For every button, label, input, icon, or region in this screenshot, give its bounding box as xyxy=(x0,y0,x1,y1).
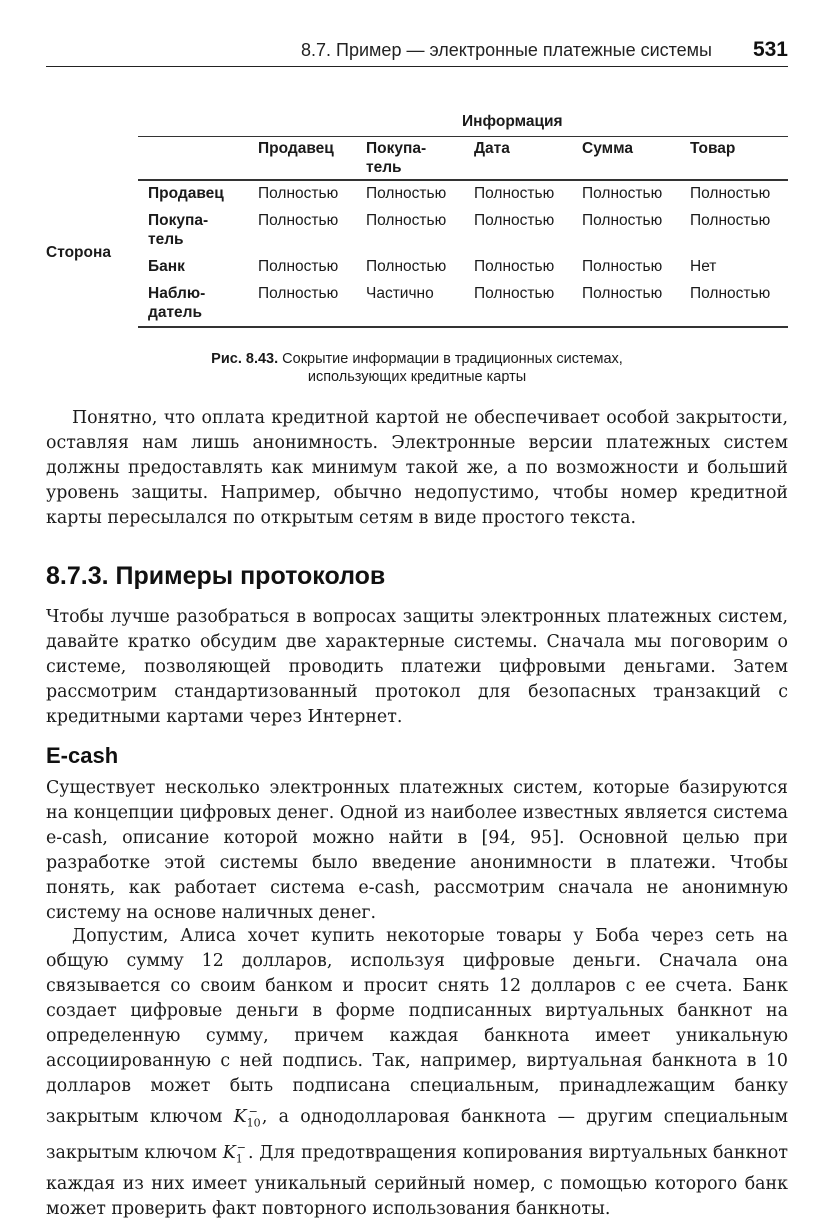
row-group-label: Сторона xyxy=(46,244,111,261)
column-header: Товар xyxy=(690,140,736,157)
paragraph-text: , а однодолларовая банкнота — другим специальным закрытым ключом xyxy=(46,1106,788,1164)
table-cell: Полностью xyxy=(474,285,555,302)
subsection-heading: E-cash xyxy=(46,743,119,768)
math-superscript: − xyxy=(236,1141,246,1155)
paragraph-text: Понятно, что оплата кредитной картой не обеспечивает особой закрытости, оставляя нам лишь анонимность. Электронные версии платежных систем должны предоставлять как минимум такой же, а по возможности и больший уровень защиты. Например, обычно недопустимо, чтобы номер кредитной карты пересылался по открытым сетям в виде простого текста. xyxy=(46,408,788,528)
table-rule-bottom xyxy=(138,326,788,328)
row-label: Наблю- датель xyxy=(148,285,206,321)
table-cell: Полностью xyxy=(258,258,339,275)
paragraph-text: . Для предотвращения копирования виртуальных банкнот каждая из них имеет уникальный серийный номер, с помощью которого банк может проверить факт повторного использования банкноты. xyxy=(46,1143,788,1219)
table-cell: Нет xyxy=(690,258,717,275)
table-cell: Полностью xyxy=(690,285,771,302)
table-cell: Полностью xyxy=(366,185,447,202)
table-cell: Полностью xyxy=(582,212,663,229)
math-key: K xyxy=(233,1106,247,1127)
table-cell: Полностью xyxy=(474,258,555,275)
table-rule-top xyxy=(138,136,788,137)
section-heading: 8.7.3. Примеры протоколов xyxy=(46,562,386,590)
figure-table xyxy=(46,106,788,336)
paragraph xyxy=(46,605,788,730)
table-cell: Полностью xyxy=(366,212,447,229)
table-cell: Полностью xyxy=(582,185,663,202)
table-rule-header xyxy=(138,179,788,181)
table-cell: Полностью xyxy=(258,285,339,302)
row-label: Продавец xyxy=(148,185,224,202)
math-superscript: − xyxy=(248,1105,258,1118)
paragraph-text: Допустим, Алиса хочет купить некоторые товары у Боба через сеть на общую сумму 12 долларов, используя цифровые деньги. Сначала она связывается со своим банком и просит снять 12 долларов с ее счета. Банк создает цифровые деньги в форме подписанных виртуальных банкнот на определенную сумму, причем каждая банкнота имеет уникальную ассоциированную с ней подпись. Так, например, виртуальная банкнота в 10 долларов может быть подписана специальным, принадлежащим банку закрытым ключом xyxy=(46,926,788,1127)
column-header: Покупа- тель xyxy=(366,140,427,176)
table-cell: Полностью xyxy=(366,258,447,275)
paragraph-text: Существует несколько электронных платежных систем, которые базируются на концепции цифровых денег. Одной из наиболее известных является система e-cash, описание которой можно найти в [94, 95]. Основной целью при разработке этой системы было введение анонимности в платежи. Чтобы понять, как работает система e-cash, рассмотрим сначала не анонимную систему на основе наличных денег. xyxy=(46,778,788,923)
caption-line: использующих кредитные карты xyxy=(307,369,527,385)
table-cell: Полностью xyxy=(582,258,663,275)
paragraph-text: Чтобы лучше разобраться в вопросах защиты электронных платежных систем, давайте кратко обсудим две характерные системы. Сначала мы поговорим о системе, позволяющей проводить платежи цифровыми деньгами. Затем рассмотрим стандартизованный протокол для безопасных транзакций с кредитными картами через Интернет. xyxy=(46,607,788,727)
table-cell: Полностью xyxy=(258,212,339,229)
column-header: Сумма xyxy=(582,140,633,157)
running-title: 8.7. Пример — электронные платежные системы xyxy=(301,40,712,60)
math-subscript: 1 xyxy=(235,1152,243,1166)
paragraph xyxy=(46,406,788,531)
table-cell: Полностью xyxy=(258,185,339,202)
paragraph xyxy=(46,924,788,1222)
row-label: Покупа- тель xyxy=(148,212,209,248)
column-header: Продавец xyxy=(258,140,334,157)
page-number: 531 xyxy=(752,38,788,61)
table-cell: Полностью xyxy=(690,185,771,202)
paragraph xyxy=(46,776,788,926)
table-cell: Частично xyxy=(366,285,434,302)
math-key: K xyxy=(222,1143,236,1164)
figure-caption xyxy=(0,350,834,386)
table-cell: Полностью xyxy=(690,212,771,229)
column-header: Дата xyxy=(474,140,510,157)
caption-label: Рис. 8.43. xyxy=(211,351,279,367)
table-cell: Полностью xyxy=(582,285,663,302)
caption-line: Сокрытие информации в традиционных системах, xyxy=(282,351,623,367)
table-cell: Полностью xyxy=(474,212,555,229)
math-subscript: 10 xyxy=(246,1116,261,1130)
running-header xyxy=(46,38,788,67)
table-cell: Полностью xyxy=(474,185,555,202)
column-group-label: Информация xyxy=(462,113,563,130)
row-label: Банк xyxy=(148,258,185,275)
